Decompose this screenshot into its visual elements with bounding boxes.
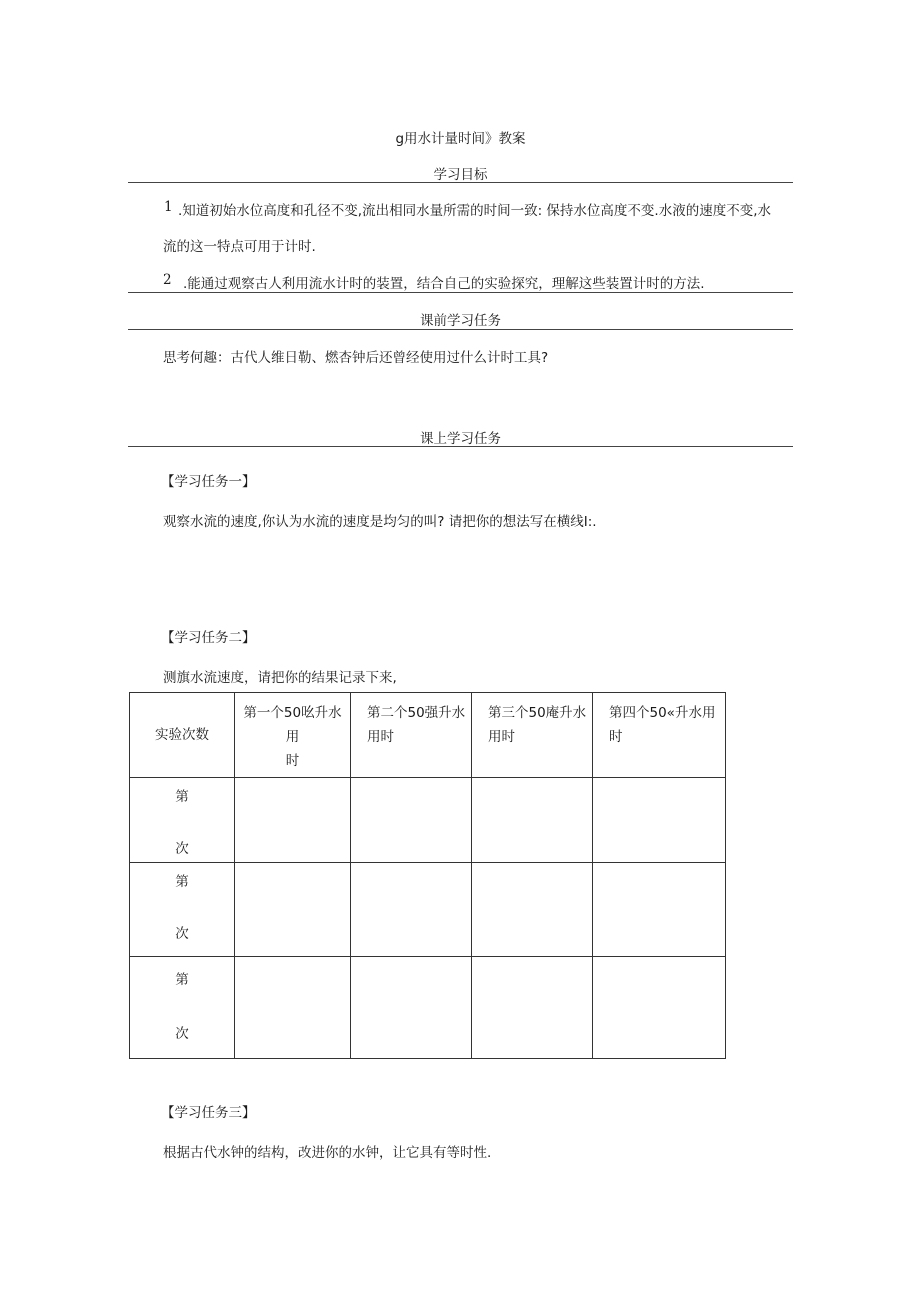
table-row bbox=[130, 957, 726, 1059]
trial-label: 第 次 bbox=[130, 778, 235, 863]
header-third-50ml: 第三个50庵升水 用时 bbox=[472, 693, 593, 778]
task3-title: 【学习任务三】 bbox=[161, 1105, 256, 1121]
table-cell[interactable] bbox=[472, 957, 593, 1059]
task2-text: 测旗水流速度，请把你的结果记录下来, bbox=[163, 670, 397, 686]
table-cell[interactable] bbox=[235, 863, 351, 957]
table-cell[interactable] bbox=[351, 778, 472, 863]
table-header-row bbox=[130, 693, 726, 778]
objectives-heading: 学习目标 bbox=[433, 167, 488, 183]
table-cell[interactable] bbox=[351, 957, 472, 1059]
divider bbox=[128, 329, 793, 330]
table-cell[interactable] bbox=[235, 957, 351, 1059]
table-cell[interactable] bbox=[472, 778, 593, 863]
divider bbox=[128, 182, 793, 183]
divider bbox=[128, 446, 793, 447]
table-cell[interactable] bbox=[351, 863, 472, 957]
objective-number: 2 bbox=[163, 272, 172, 288]
table-cell[interactable] bbox=[593, 778, 726, 863]
in-class-heading: 课上学习任务 bbox=[420, 431, 501, 447]
pre-class-heading: 课前学习任务 bbox=[420, 313, 501, 329]
trial-label: 第 次 bbox=[130, 957, 235, 1059]
header-first-50ml: 第一个50吆升水用 时 bbox=[235, 693, 351, 778]
task1-text: 观察水流的速度,你认为水流的速度是均匀的叫? 请把你的想法写在横线I:. bbox=[163, 514, 597, 530]
trial-label: 第 次 bbox=[130, 863, 235, 957]
pre-class-question: 思考何趣：古代人维日勒、燃杏钟后还曾经使用过什么计时工具? bbox=[163, 350, 549, 366]
objective-number: 1 bbox=[164, 199, 173, 215]
task2-title: 【学习任务二】 bbox=[161, 630, 256, 646]
divider bbox=[128, 292, 793, 293]
task3-text: 根据古代水钟的结构，改进你的水钟，让它具有等时性. bbox=[163, 1145, 492, 1161]
table-cell[interactable] bbox=[593, 957, 726, 1059]
header-trial-count: 实验次数 bbox=[130, 693, 235, 778]
objective-text: .能通过观察古人利用流水计时的装置，结合自己的实验探究，理解这些装置计时的方法. bbox=[183, 276, 705, 292]
record-table bbox=[129, 692, 726, 1059]
task1-title: 【学习任务一】 bbox=[161, 474, 256, 490]
header-fourth-50ml: 第四个50«升水用 时 bbox=[593, 693, 726, 778]
doc-title: g用水计量时间》教案 bbox=[395, 131, 526, 147]
table-row bbox=[130, 863, 726, 957]
table-cell[interactable] bbox=[235, 778, 351, 863]
objective-text: .知道初始水位高度和孔径不变,流出相同水量所需的时间一致: 保持水位高度不变.水液的速度不变,水 bbox=[178, 203, 772, 219]
table-cell[interactable] bbox=[593, 863, 726, 957]
table-cell[interactable] bbox=[472, 863, 593, 957]
objective-text-continued: 流的这一特点可用于计时. bbox=[163, 239, 316, 255]
table-row bbox=[130, 778, 726, 863]
header-second-50ml: 第二个50强升水 用时 bbox=[351, 693, 472, 778]
